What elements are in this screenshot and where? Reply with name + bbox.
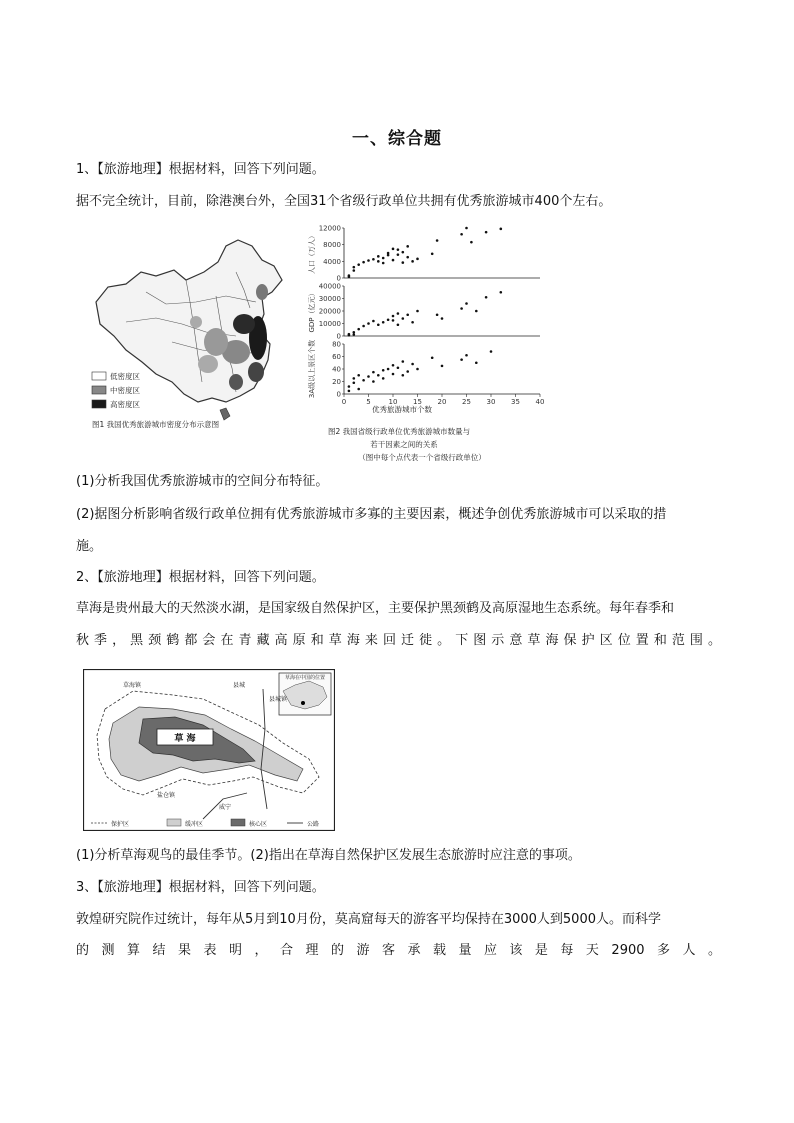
- data-point: [353, 331, 356, 334]
- data-point: [411, 363, 414, 366]
- data-point: [436, 313, 439, 316]
- x-tick-label: 10: [388, 398, 398, 406]
- y-tick-label: 20: [332, 378, 341, 386]
- x-tick-label: 25: [462, 398, 471, 406]
- data-point: [460, 233, 463, 236]
- y-tick-label: 40: [332, 365, 341, 374]
- data-point: [362, 379, 365, 382]
- y-tick-label: 0: [336, 274, 341, 283]
- data-point: [387, 254, 390, 257]
- data-point: [372, 258, 375, 261]
- place-label: 县城镇: [269, 696, 288, 703]
- data-point: [392, 364, 395, 367]
- data-point: [465, 354, 468, 357]
- data-point: [397, 248, 400, 251]
- data-point: [402, 374, 405, 377]
- hainan-island: [220, 408, 230, 420]
- place-label: 县城: [233, 682, 246, 689]
- svg-text:核心区: 核心区: [249, 821, 268, 828]
- data-point: [348, 274, 351, 277]
- data-point: [416, 258, 419, 261]
- data-point: [402, 360, 405, 363]
- inset-title: 草海在中国的位置: [284, 675, 326, 681]
- y-tick-label: 4000: [323, 257, 341, 266]
- legend-high: 高密度区: [110, 400, 140, 409]
- data-point: [387, 318, 390, 321]
- q2-heading: 2、【旅游地理】根据材料，回答下列问题。: [76, 570, 325, 585]
- q2-material-1: 草海是贵州最大的天然淡水湖，是国家级自然保护区，主要保护黑颈鹤及高原湿地生态系统。每年春季和: [76, 601, 675, 616]
- x-tick-label: 30: [486, 398, 496, 406]
- fig1-caption: 图1 我国优秀旅游城市密度分布示意图: [92, 420, 220, 429]
- q1-question-b-2: 施。: [76, 539, 103, 554]
- y-tick-label: 8000: [323, 241, 341, 250]
- data-point: [362, 325, 365, 328]
- data-point: [372, 371, 375, 374]
- inset-map: [279, 673, 331, 715]
- data-point: [367, 375, 370, 378]
- place-label: 威宁: [219, 804, 232, 811]
- data-point: [367, 259, 370, 262]
- data-point: [348, 385, 351, 388]
- x-tick-label: 5: [366, 398, 371, 406]
- data-point: [377, 323, 380, 326]
- data-point: [382, 321, 385, 324]
- x-tick-label: 0: [341, 398, 347, 406]
- fig2-caption-1: 图2 我国省级行政单位优秀旅游城市数量与: [328, 427, 471, 436]
- data-point: [377, 374, 380, 377]
- q3-heading: 3、【旅游地理】根据材料，回答下列问题。: [76, 880, 325, 895]
- x-tick-label: 15: [413, 398, 422, 406]
- x-tick-label: 40: [535, 398, 544, 406]
- data-point: [485, 296, 488, 299]
- data-point: [397, 253, 400, 256]
- data-point: [441, 317, 444, 320]
- data-point: [392, 315, 395, 318]
- data-point: [353, 381, 356, 384]
- q1-question-b-1: (2)据图分析影响省级行政单位拥有优秀旅游城市多寡的主要因素，概述争创优秀旅游城市可以采取的措: [76, 507, 667, 522]
- place-label: 盐仓镇: [157, 792, 176, 799]
- data-point: [441, 365, 444, 368]
- data-point: [465, 227, 468, 230]
- data-point: [372, 320, 375, 323]
- data-point: [348, 390, 351, 393]
- fig2-caption-2: 若干因素之间的关系: [370, 440, 438, 449]
- data-point: [392, 248, 395, 251]
- data-point: [411, 260, 414, 263]
- y-tick-label: 60: [332, 353, 341, 361]
- data-point: [353, 269, 356, 272]
- data-point: [485, 231, 488, 234]
- data-point: [500, 228, 503, 231]
- q1-material: 据不完全统计，目前，除港澳台外，全国31个省级行政单位共拥有优秀旅游城市400个左右。: [76, 194, 612, 209]
- data-point: [416, 310, 419, 313]
- caohai-map: [83, 669, 335, 831]
- y-tick-label: 0: [336, 332, 341, 341]
- data-point: [382, 262, 385, 265]
- data-point: [382, 369, 385, 372]
- legend-mid: 中密度区: [110, 386, 140, 395]
- q2-questions: (1)分析草海观鸟的最佳季节。(2)指出在草海自然保护区发展生态旅游时应注意的事项。: [76, 848, 581, 863]
- data-point: [397, 312, 400, 315]
- data-point: [475, 310, 478, 313]
- data-point: [470, 241, 473, 244]
- china-density-map: [86, 232, 306, 432]
- data-point: [406, 313, 409, 316]
- data-point: [411, 321, 414, 324]
- data-point: [431, 253, 434, 256]
- svg-text:保护区: 保护区: [111, 821, 130, 828]
- scatter-figure: [304, 222, 544, 466]
- data-point: [460, 307, 463, 310]
- y-tick-label: 30000: [318, 295, 341, 303]
- data-point: [367, 322, 370, 325]
- data-point: [357, 388, 360, 391]
- data-point: [387, 368, 390, 371]
- panel-ylabel: GDP（亿元）: [308, 289, 316, 333]
- data-point: [436, 239, 439, 242]
- svg-text:公路: 公路: [307, 821, 320, 828]
- data-point: [382, 377, 385, 380]
- data-point: [362, 261, 365, 264]
- y-tick-label: 12000: [318, 224, 341, 233]
- data-point: [431, 356, 434, 359]
- svg-text:缓冲区: 缓冲区: [185, 821, 204, 828]
- data-point: [392, 373, 395, 376]
- fig2-xlabel: 优秀旅游城市个数: [372, 405, 432, 414]
- data-point: [500, 291, 503, 294]
- data-point: [397, 366, 400, 369]
- data-point: [406, 370, 409, 373]
- q1-question-a: (1)分析我国优秀旅游城市的空间分布特征。: [76, 474, 329, 489]
- data-point: [416, 368, 419, 371]
- data-point: [406, 256, 409, 259]
- data-point: [475, 361, 478, 364]
- data-point: [348, 333, 351, 336]
- x-tick-label: 35: [511, 398, 520, 406]
- data-point: [397, 323, 400, 326]
- q3-material-2: 的测算结果表明，合理的游客承载量应该是每天2900多人。: [76, 943, 721, 958]
- data-point: [372, 380, 375, 383]
- q1-heading: 1、【旅游地理】根据材料，回答下列问题。: [76, 162, 325, 177]
- data-point: [357, 328, 360, 331]
- data-point: [392, 319, 395, 322]
- data-point: [357, 374, 360, 377]
- data-point: [353, 377, 356, 380]
- q3-material-1: 敦煌研究院作过统计，每年从5月到10月份，莫高窟每天的游客平均保持在3000人到5000人。而科学: [76, 912, 661, 927]
- y-tick-label: 0: [336, 390, 341, 399]
- y-tick-label: 10000: [318, 320, 341, 328]
- legend-low: 低密度区: [110, 372, 140, 381]
- data-point: [465, 302, 468, 305]
- data-point: [353, 266, 356, 269]
- panel-ylabel: 人口（万人）: [308, 232, 316, 274]
- x-tick-label: 20: [437, 398, 447, 406]
- fig1-legend: [92, 371, 140, 409]
- fig2-caption-3: （图中每个点代表一个省级行政单位）: [358, 453, 486, 462]
- data-point: [377, 260, 380, 263]
- lake-label: 草 海: [174, 734, 196, 744]
- data-point: [406, 245, 409, 248]
- data-point: [460, 358, 463, 361]
- y-tick-label: 40000: [318, 282, 341, 291]
- data-point: [382, 257, 385, 260]
- data-point: [490, 350, 493, 353]
- place-label: 草海镇: [123, 682, 142, 689]
- panel-ylabel: 3A级以上景区个数: [308, 339, 316, 399]
- y-tick-label: 20000: [318, 307, 341, 316]
- data-point: [402, 317, 405, 320]
- y-tick-label: 80: [332, 340, 341, 349]
- data-point: [392, 259, 395, 262]
- data-point: [402, 261, 405, 264]
- data-point: [353, 333, 356, 336]
- data-point: [357, 263, 360, 266]
- data-point: [402, 251, 405, 254]
- page-title: 一、综合题: [352, 129, 442, 149]
- q2-material-2: 秋季，黑颈鹤都会在青藏高原和草海来回迁徙。下图示意草海保护区位置和范围。: [76, 633, 721, 648]
- data-point: [377, 255, 380, 258]
